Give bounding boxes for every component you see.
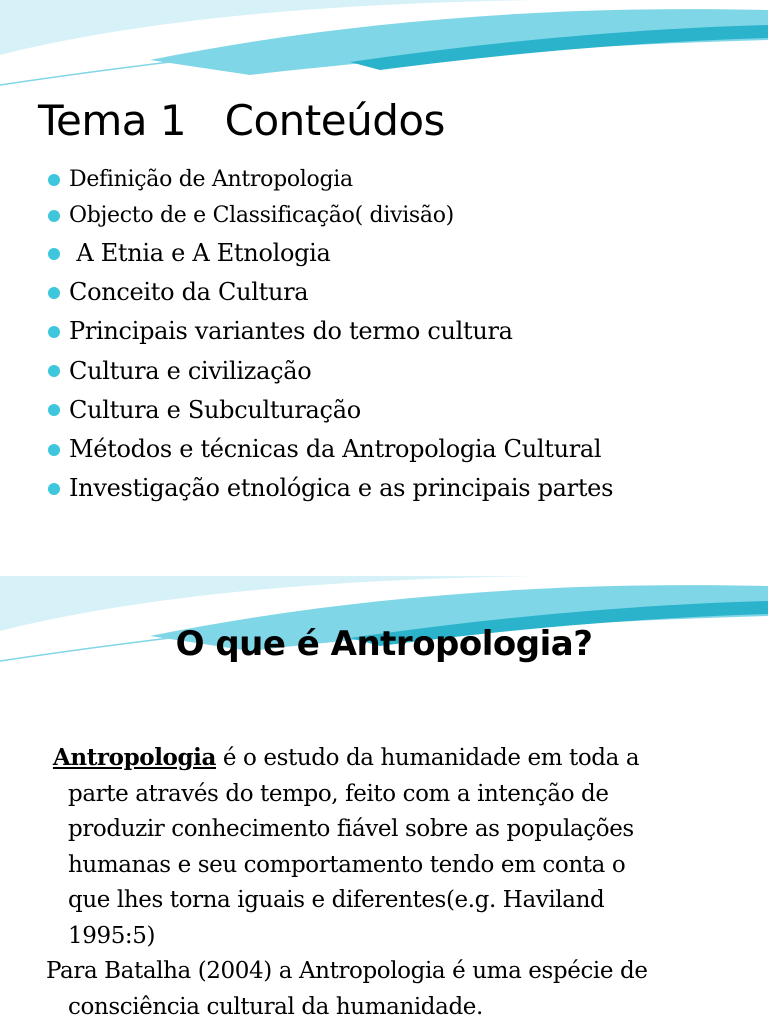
bullet-dot-icon bbox=[48, 365, 60, 377]
definition-paragraph bbox=[46, 740, 736, 777]
bullet-item bbox=[48, 430, 613, 469]
bullet-item bbox=[48, 352, 613, 391]
bullet-list bbox=[48, 162, 613, 508]
slide-title: O que é Antropologia? bbox=[175, 624, 593, 664]
bullet-item bbox=[48, 162, 613, 198]
bullet-text: Conceito da Cultura bbox=[69, 278, 309, 307]
paragraph-line: que lhes torna iguais e diferentes(e.g. Haviland bbox=[68, 887, 605, 913]
slide-title: Tema 1 Conteúdos bbox=[38, 96, 445, 145]
bullet-dot-icon bbox=[48, 444, 60, 456]
bullet-dot-icon bbox=[48, 248, 60, 260]
bullet-dot-icon bbox=[48, 210, 60, 222]
bullet-dot-icon bbox=[48, 287, 60, 299]
bullet-text: Métodos e técnicas da Antropologia Cultural bbox=[69, 434, 602, 463]
bullet-text: Cultura e civilização bbox=[69, 356, 312, 385]
bullet-dot-icon bbox=[48, 326, 60, 338]
bullet-text: A Etnia e A Etnologia bbox=[69, 239, 331, 267]
paragraph-line: produzir conhecimento fiável sobre as populações bbox=[68, 816, 634, 842]
bullet-text: Investigação etnológica e as principais partes bbox=[69, 474, 614, 503]
bullet-text: Principais variantes do termo cultura bbox=[69, 317, 513, 346]
wave-band-mid bbox=[150, 9, 768, 75]
paragraph-line: é o estudo da humanidade em toda a bbox=[216, 745, 640, 771]
bullet-dot-icon bbox=[48, 483, 60, 495]
bullet-item bbox=[48, 312, 613, 351]
term-antropologia: Antropologia bbox=[52, 744, 216, 771]
slide-2 bbox=[0, 576, 768, 1024]
bullet-dot-icon bbox=[48, 174, 60, 186]
paragraph-line: 1995:5) bbox=[68, 922, 156, 949]
bullet-item bbox=[48, 198, 613, 234]
paragraph-line: parte através do tempo, feito com a intenção de bbox=[68, 780, 609, 807]
bullet-item bbox=[48, 234, 613, 273]
bullet-item bbox=[48, 469, 613, 508]
wave-decoration bbox=[0, 0, 768, 100]
bullet-item bbox=[48, 273, 613, 312]
bullet-dot-icon bbox=[48, 404, 60, 416]
paragraph-line: consciência cultural da humanidade. bbox=[68, 993, 483, 1020]
paragraph-line: Para Batalha (2004) a Antropologia é uma espécie de bbox=[46, 958, 648, 984]
bullet-text: Cultura e Subculturação bbox=[69, 395, 361, 424]
bullet-text: Objecto de e Classificação( divisão) bbox=[69, 203, 454, 228]
bullet-item bbox=[48, 391, 613, 430]
bullet-text: Definição de Antropologia bbox=[69, 167, 353, 192]
body-text bbox=[46, 740, 736, 1024]
paragraph-line: humanas e seu comportamento tendo em conta o bbox=[68, 851, 626, 878]
